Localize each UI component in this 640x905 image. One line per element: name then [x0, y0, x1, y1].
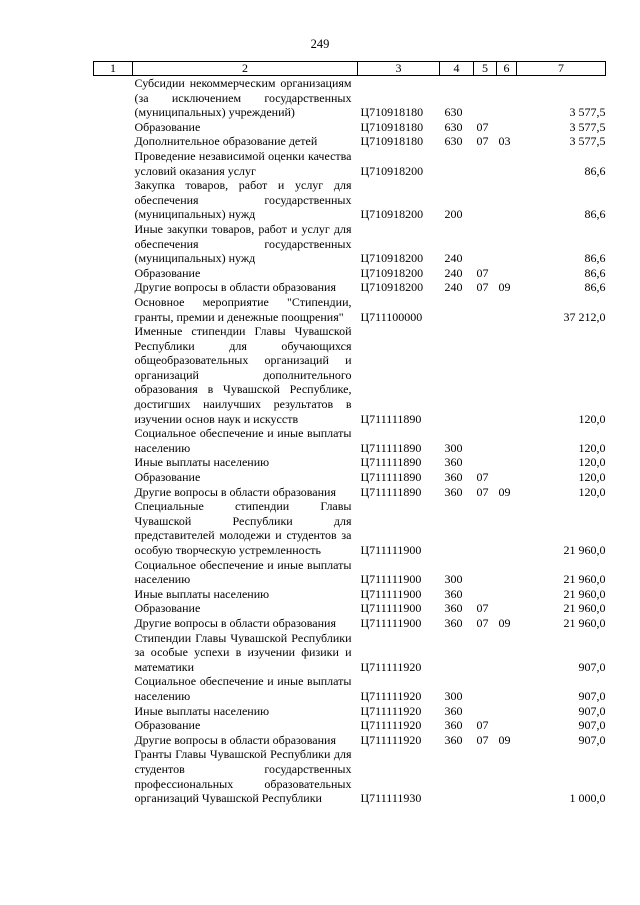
cell-subsection — [497, 718, 517, 733]
cell-name: Другие вопросы в области образования — [134, 732, 336, 747]
cell-subsection — [497, 222, 517, 266]
cell-expense-type: 300 — [444, 572, 463, 587]
cell-target-code: Ц711111900 — [360, 615, 422, 630]
table-row — [94, 470, 606, 485]
cell-expense-type: 300 — [444, 688, 463, 703]
header-row — [94, 62, 606, 76]
cell-section: 07 — [476, 119, 489, 134]
table-row — [94, 134, 606, 149]
table-row — [94, 280, 606, 295]
cell-section: 07 — [476, 732, 489, 747]
cell-empty — [94, 178, 133, 222]
cell-name: Именные стипендии Главы Чувашской Республики для обучающихся общеобразовательных организаций и организаций дополнительного образования в Чувашской Республике, достигших наилучших результатов в изучении основ наук и искусств — [134, 324, 352, 426]
cell-expense-type — [440, 324, 474, 426]
table-row — [94, 266, 606, 281]
cell-empty — [94, 747, 133, 805]
cell-subsection — [497, 747, 517, 805]
cell-subsection — [497, 601, 517, 616]
cell-amount: 86,6 — [584, 280, 606, 295]
cell-section: 07 — [476, 134, 489, 149]
cell-expense-type — [440, 149, 474, 178]
cell-target-code: Ц711111890 — [360, 411, 422, 426]
cell-name: Образование — [134, 470, 201, 485]
header-col-3: 3 — [358, 62, 440, 76]
cell-expense-type: 630 — [444, 134, 463, 149]
cell-expense-type: 360 — [444, 718, 463, 733]
table-row — [94, 426, 606, 455]
cell-section — [474, 426, 497, 455]
cell-expense-type: 240 — [444, 280, 463, 295]
cell-section — [474, 747, 497, 805]
cell-amount: 3 577,5 — [569, 105, 606, 120]
cell-section — [474, 674, 497, 703]
cell-expense-type — [440, 747, 474, 805]
cell-target-code: Ц711111900 — [360, 543, 422, 557]
cell-target-code: Ц711111890 — [360, 455, 422, 470]
cell-section — [474, 149, 497, 178]
cell-expense-type: 360 — [444, 586, 463, 601]
cell-expense-type: 300 — [444, 440, 463, 455]
cell-target-code: Ц711111920 — [360, 718, 422, 733]
cell-amount: 120,0 — [578, 411, 606, 426]
cell-expense-type: 200 — [444, 207, 463, 222]
cell-amount: 3 577,5 — [569, 119, 606, 134]
table-row — [94, 601, 606, 616]
cell-subsection — [497, 76, 517, 120]
cell-target-code: Ц711111920 — [360, 732, 422, 747]
cell-amount: 21 960,0 — [563, 586, 606, 601]
cell-empty — [94, 134, 133, 149]
cell-amount: 120,0 — [578, 484, 606, 499]
cell-subsection: 09 — [498, 732, 511, 747]
cell-name: Другие вопросы в области образования — [134, 280, 336, 295]
cell-target-code: Ц711111920 — [360, 659, 422, 674]
cell-expense-type: 360 — [444, 703, 463, 718]
cell-amount: 120,0 — [578, 440, 606, 455]
cell-amount: 120,0 — [578, 455, 606, 470]
cell-amount: 86,6 — [584, 265, 606, 280]
cell-target-code: Ц711111890 — [360, 484, 422, 499]
cell-subsection — [497, 470, 517, 485]
cell-name: Социальное обеспечение и иные выплаты населению — [134, 674, 352, 703]
table-row — [94, 499, 606, 557]
cell-subsection — [497, 149, 517, 178]
cell-empty — [94, 616, 133, 631]
cell-subsection — [497, 587, 517, 602]
cell-empty — [94, 733, 133, 748]
cell-section — [474, 631, 497, 675]
cell-subsection — [497, 558, 517, 587]
cell-section — [474, 324, 497, 426]
table-row — [94, 485, 606, 500]
cell-expense-type: 360 — [444, 484, 463, 499]
table-row — [94, 631, 606, 675]
cell-subsection — [497, 266, 517, 281]
table-row — [94, 149, 606, 178]
cell-empty — [94, 426, 133, 455]
cell-name: Иные выплаты населению — [134, 455, 270, 470]
cell-subsection — [497, 455, 517, 470]
table-row — [94, 704, 606, 719]
cell-subsection — [497, 631, 517, 675]
cell-section — [474, 222, 497, 266]
cell-empty — [94, 485, 133, 500]
cell-empty — [94, 266, 133, 281]
cell-empty — [94, 120, 133, 135]
table-row — [94, 674, 606, 703]
cell-empty — [94, 601, 133, 616]
cell-subsection — [497, 499, 517, 557]
cell-amount: 21 960,0 — [563, 615, 606, 630]
cell-target-code: Ц711111900 — [360, 572, 422, 587]
cell-section — [474, 499, 497, 557]
cell-expense-type: 360 — [444, 455, 463, 470]
cell-target-code: Ц711111900 — [360, 601, 422, 616]
cell-empty — [94, 499, 133, 557]
table-row — [94, 747, 606, 805]
cell-section — [474, 295, 497, 324]
cell-empty — [94, 587, 133, 602]
cell-name: Образование — [134, 119, 201, 134]
cell-expense-type: 630 — [444, 119, 463, 134]
cell-expense-type: 360 — [444, 615, 463, 630]
cell-amount: 1 000,0 — [569, 791, 606, 806]
cell-amount: 3 577,5 — [569, 134, 606, 149]
cell-section: 07 — [476, 615, 489, 630]
cell-empty — [94, 324, 133, 426]
cell-name: Социальное обеспечение и иные выплаты населению — [134, 557, 352, 587]
cell-subsection: 09 — [498, 484, 511, 499]
cell-section: 07 — [476, 280, 489, 295]
cell-empty — [94, 455, 133, 470]
cell-name: Закупка товаров, работ и услуг для обеспечения государственных (муниципальных) нужд — [134, 178, 352, 222]
cell-target-code: Ц710918200 — [360, 163, 424, 178]
cell-name: Другие вопросы в области образования — [134, 615, 336, 630]
cell-target-code: Ц711111920 — [360, 703, 422, 718]
cell-amount: 21 960,0 — [563, 543, 606, 557]
cell-subsection: 03 — [498, 134, 511, 149]
cell-subsection — [497, 178, 517, 222]
cell-expense-type — [440, 631, 474, 675]
table-row — [94, 718, 606, 733]
cell-expense-type: 360 — [444, 601, 463, 616]
cell-section — [474, 455, 497, 470]
cell-empty — [94, 280, 133, 295]
cell-section: 07 — [476, 484, 489, 499]
cell-empty — [94, 76, 133, 120]
header-col-6: 6 — [497, 62, 517, 76]
cell-amount: 86,6 — [584, 251, 606, 266]
cell-subsection — [497, 704, 517, 719]
cell-empty — [94, 631, 133, 675]
cell-name: Субсидии некоммерческим организациям (за исключением государственных (муниципальных) учреждений) — [134, 76, 352, 120]
cell-amount: 907,0 — [578, 718, 606, 733]
table-row — [94, 455, 606, 470]
cell-name: Гранты Главы Чувашской Республики для студентов государственных профессиональных образовательных организаций Чувашской Республики — [134, 747, 352, 806]
cell-name: Иные выплаты населению — [134, 586, 270, 601]
cell-expense-type: 240 — [444, 251, 463, 266]
cell-name: Дополнительное образование детей — [134, 134, 318, 149]
cell-subsection — [497, 674, 517, 703]
cell-target-code: Ц711111930 — [360, 791, 422, 806]
cell-section: 07 — [476, 265, 489, 280]
table-row — [94, 76, 606, 120]
table-row — [94, 295, 606, 324]
cell-target-code: Ц710918200 — [360, 207, 424, 222]
cell-expense-type: 360 — [444, 732, 463, 747]
table-row — [94, 733, 606, 748]
cell-section: 07 — [476, 601, 489, 616]
cell-name: Стипендии Главы Чувашской Республики за особые успехи в изучении физики и математики — [134, 630, 352, 674]
table-row — [94, 178, 606, 222]
cell-section: 07 — [476, 470, 489, 485]
cell-target-code: Ц710918180 — [360, 119, 424, 134]
table-row — [94, 587, 606, 602]
cell-amount: 21 960,0 — [563, 572, 606, 587]
cell-amount: 86,6 — [584, 163, 606, 178]
cell-amount: 86,6 — [584, 207, 606, 222]
table-row — [94, 616, 606, 631]
table-row — [94, 324, 606, 426]
cell-expense-type: 240 — [444, 265, 463, 280]
cell-name: Иные закупки товаров, работ и услуг для обеспечения государственных (муниципальных) нужд — [134, 221, 352, 266]
header-col-5: 5 — [474, 62, 497, 76]
cell-subsection — [497, 426, 517, 455]
cell-target-code: Ц710918180 — [360, 105, 424, 120]
cell-section — [474, 587, 497, 602]
header-col-7: 7 — [517, 62, 606, 76]
cell-target-code: Ц710918180 — [360, 134, 424, 149]
cell-empty — [94, 718, 133, 733]
cell-subsection — [497, 295, 517, 324]
header-col-1: 1 — [94, 62, 133, 76]
cell-subsection — [497, 324, 517, 426]
table-body — [94, 76, 606, 806]
cell-amount: 120,0 — [578, 470, 606, 485]
cell-section — [474, 178, 497, 222]
header-col-4: 4 — [440, 62, 474, 76]
cell-name: Проведение независимой оценки качества условий оказания услуг — [134, 148, 352, 178]
cell-empty — [94, 674, 133, 703]
cell-target-code: Ц710918200 — [360, 265, 424, 280]
cell-name: Образование — [134, 265, 201, 280]
table-row — [94, 558, 606, 587]
budget-table — [93, 61, 606, 806]
cell-target-code: Ц711111890 — [360, 470, 422, 485]
cell-expense-type — [440, 499, 474, 557]
cell-name: Социальное обеспечение и иные выплаты населению — [134, 426, 352, 455]
cell-target-code: Ц710918200 — [360, 280, 424, 295]
cell-name: Основное мероприятие "Стипендии, гранты, премии и денежные поощрения" — [134, 294, 352, 324]
cell-subsection — [497, 120, 517, 135]
cell-amount: 907,0 — [578, 659, 606, 674]
cell-name: Другие вопросы в области образования — [134, 484, 336, 499]
cell-name: Образование — [134, 601, 201, 616]
table-row — [94, 222, 606, 266]
cell-subsection: 09 — [498, 280, 511, 295]
cell-amount: 37 212,0 — [563, 309, 606, 324]
cell-empty — [94, 149, 133, 178]
cell-section — [474, 76, 497, 120]
cell-target-code: Ц711100000 — [360, 309, 423, 324]
cell-empty — [94, 295, 133, 324]
cell-target-code: Ц711111900 — [360, 586, 422, 601]
cell-name: Специальные стипендии Главы Чувашской Республики для представителей молодежи и студентов за особую творческую устремленность — [134, 499, 352, 557]
cell-name: Иные выплаты населению — [134, 703, 270, 718]
cell-empty — [94, 558, 133, 587]
cell-empty — [94, 704, 133, 719]
cell-section — [474, 558, 497, 587]
cell-section: 07 — [476, 718, 489, 733]
cell-expense-type: 630 — [444, 105, 463, 120]
cell-section — [474, 704, 497, 719]
cell-name: Образование — [134, 718, 201, 733]
cell-amount: 907,0 — [578, 688, 606, 703]
cell-target-code: Ц710918200 — [360, 251, 424, 266]
cell-expense-type — [440, 295, 474, 324]
cell-expense-type: 360 — [444, 470, 463, 485]
cell-empty — [94, 470, 133, 485]
cell-amount: 21 960,0 — [563, 601, 606, 616]
cell-target-code: Ц711111920 — [360, 688, 422, 703]
table-row — [94, 120, 606, 135]
cell-subsection: 09 — [498, 615, 511, 630]
cell-amount: 907,0 — [578, 732, 606, 747]
page-number: 249 — [310, 37, 330, 51]
header-col-2: 2 — [133, 62, 358, 76]
cell-amount: 907,0 — [578, 703, 606, 718]
cell-target-code: Ц711111890 — [360, 440, 422, 455]
cell-empty — [94, 222, 133, 266]
